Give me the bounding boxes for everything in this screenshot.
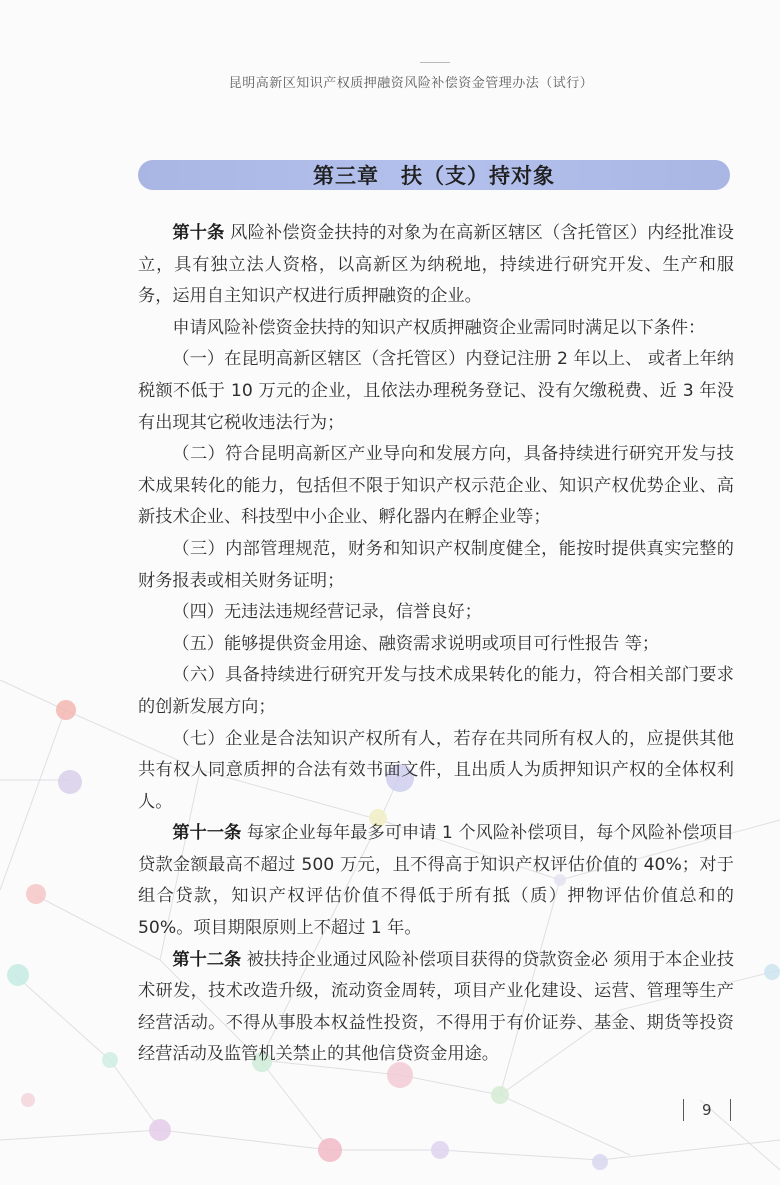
article-10-label: 第十条 xyxy=(172,223,225,243)
condition-7: （七）企业是合法知识产权所有人，若存在共同所有权人的，应提供其他共有权人同意质押的合法有效书面文件，且出质人为质押知识产权的全体权利人。 xyxy=(138,728,734,812)
condition-5: （五）能够提供资金用途、融资需求说明或项目可行性报告 等； xyxy=(172,633,660,654)
condition-4: （四）无违法违规经营记录，信誉良好； xyxy=(172,602,482,623)
article-12-text: 被扶持企业通过风险补偿项目获得的贷款资金必 须用于本企业技术研发，技术改造升级，流动资金周转，项目产业化建设、运营、管理等生产经营活动。不得从事股本权益性投资，不得用于有价证券、基金、期货等投资经营活动及监管机关禁止的其他信贷资金用途。 xyxy=(138,949,734,1065)
page-number-right-rule xyxy=(730,1099,731,1121)
article-11 xyxy=(138,818,734,944)
chapter-heading-bar xyxy=(138,160,730,190)
chapter-title: 第三章 扶（支）持对象 xyxy=(313,164,555,188)
running-header-text: 昆明高新区知识产权质押融资风险补偿资金管理办法（试行） xyxy=(228,76,594,91)
article-10 xyxy=(138,218,734,313)
condition-6: （六）具备持续进行研究开发与技术成果转化的能力，符合相关部门要求的创新发展方向； xyxy=(138,665,734,717)
body-text xyxy=(138,218,734,1071)
page-number-block xyxy=(683,1099,731,1121)
condition-2: （二）符合昆明高新区产业导向和发展方向，具备持续进行研究开发与技术成果转化的能力，包括但不限于知识产权示范企业、知识产权优势企业、高新技术企业、科技型中小企业、孵化器内在孵企业等； xyxy=(138,444,734,528)
conditions-intro: 申请风险补偿资金扶持的知识产权质押融资企业需同时满足以下条件： xyxy=(172,317,706,338)
article-12-label: 第十二条 xyxy=(172,949,242,970)
condition-3: （三）内部管理规范，财务和知识产权制度健全，能按时提供真实完整的财务报表或相关财务证明； xyxy=(138,538,734,591)
article-12 xyxy=(138,945,734,1071)
article-10-text: 风险补偿资金扶持的对象为在高新区辖区（含托管区）内经批准设立，具有独立法人资格，以高新区为纳税地，持续进行研究开发、生产和服务，运用自主知识产权进行质押融资的企业。 xyxy=(138,223,734,307)
article-11-text: 每家企业每年最多可申请 1 个风险补偿项目，每个风险补偿项目贷款金额最高不超过 500 万元，且不得高于知识产权评估价值的 40%；对于组合贷款，知识产权评估价值不得低于所有抵（质）押物评估价值总和的 50%。项目期限原则上不超过 1 年。 xyxy=(138,823,734,939)
header-divider xyxy=(420,62,450,63)
running-header xyxy=(0,72,780,91)
page-number: 9 xyxy=(702,1101,712,1119)
condition-1: （一）在昆明高新区辖区（含托管区）内登记注册 2 年以上、 或者上年纳税额不低于 10 万元的企业，且依法办理税务登记、没有欠缴税费、近 3 年没有出现其它税收违法行为； xyxy=(138,349,734,433)
article-11-label: 第十一条 xyxy=(172,823,242,844)
